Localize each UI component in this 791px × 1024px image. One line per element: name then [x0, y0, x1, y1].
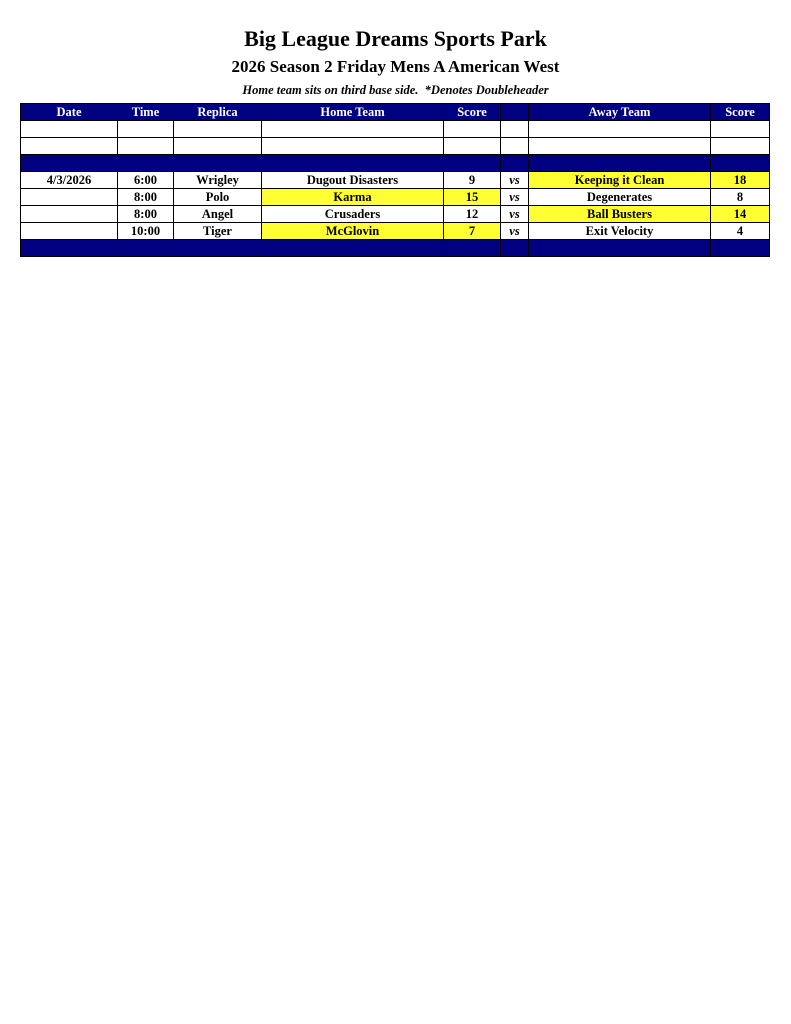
column-header-home-team: Home Team	[262, 104, 444, 121]
empty-cell	[529, 138, 711, 155]
empty-cell	[501, 138, 529, 155]
empty-cell	[118, 138, 174, 155]
empty-row	[21, 138, 770, 155]
schedule-table	[20, 103, 770, 257]
empty-cell	[444, 138, 501, 155]
empty-cell	[711, 121, 770, 138]
divider-cell	[21, 155, 118, 172]
divider-cell	[118, 240, 174, 257]
divider-cell	[501, 155, 529, 172]
date-cell: 4/3/2026	[21, 172, 118, 189]
empty-cell	[21, 138, 118, 155]
divider-cell	[21, 240, 118, 257]
time-cell: 8:00	[118, 206, 174, 223]
away-score-cell: 18	[711, 172, 770, 189]
column-header-date: Date	[21, 104, 118, 121]
replica-cell: Wrigley	[174, 172, 262, 189]
divider-cell	[262, 155, 444, 172]
column-header-away-score: Score	[711, 104, 770, 121]
vs-cell: vs	[501, 206, 529, 223]
divider-cell	[711, 240, 770, 257]
empty-cell	[711, 138, 770, 155]
divider-cell	[529, 240, 711, 257]
table-header-row	[21, 104, 770, 121]
empty-cell	[501, 121, 529, 138]
divider-cell	[529, 155, 711, 172]
vs-cell: vs	[501, 223, 529, 240]
column-header-vs	[501, 104, 529, 121]
empty-row	[21, 121, 770, 138]
schedule-note: Home team sits on third base side. *Denotes Doubleheader	[242, 83, 549, 97]
page-subtitle: 2026 Season 2 Friday Mens A American West	[231, 57, 560, 76]
divider-cell	[262, 240, 444, 257]
empty-cell	[21, 121, 118, 138]
away-score-cell: 14	[711, 206, 770, 223]
away-team-cell: Ball Busters	[529, 206, 711, 223]
time-cell: 8:00	[118, 189, 174, 206]
column-header-away-team: Away Team	[529, 104, 711, 121]
home-team-cell: Karma	[262, 189, 444, 206]
empty-cell	[262, 121, 444, 138]
empty-cell	[444, 121, 501, 138]
date-cell	[21, 223, 118, 240]
replica-cell: Tiger	[174, 223, 262, 240]
time-cell: 10:00	[118, 223, 174, 240]
time-cell: 6:00	[118, 172, 174, 189]
away-team-cell: Exit Velocity	[529, 223, 711, 240]
home-score-cell: 15	[444, 189, 501, 206]
replica-cell: Polo	[174, 189, 262, 206]
empty-cell	[262, 138, 444, 155]
divider-cell	[711, 155, 770, 172]
home-team-cell: Dugout Disasters	[262, 172, 444, 189]
page-title: Big League Dreams Sports Park	[244, 26, 547, 51]
divider-cell	[174, 240, 262, 257]
empty-cell	[118, 121, 174, 138]
divider-cell	[444, 155, 501, 172]
empty-cell	[174, 121, 262, 138]
column-header-replica: Replica	[174, 104, 262, 121]
column-header-time: Time	[118, 104, 174, 121]
divider-cell	[444, 240, 501, 257]
home-score-cell: 9	[444, 172, 501, 189]
empty-cell	[174, 138, 262, 155]
table-row	[21, 206, 770, 223]
divider-cell	[501, 240, 529, 257]
away-team-cell: Keeping it Clean	[529, 172, 711, 189]
away-score-cell: 8	[711, 189, 770, 206]
vs-cell: vs	[501, 172, 529, 189]
replica-cell: Angel	[174, 206, 262, 223]
table-row	[21, 223, 770, 240]
empty-cell	[529, 121, 711, 138]
divider-row	[21, 240, 770, 257]
home-team-cell: Crusaders	[262, 206, 444, 223]
table-row	[21, 172, 770, 189]
divider-cell	[174, 155, 262, 172]
date-cell	[21, 206, 118, 223]
vs-cell: vs	[501, 189, 529, 206]
home-score-cell: 7	[444, 223, 501, 240]
column-header-home-score: Score	[444, 104, 501, 121]
divider-row	[21, 155, 770, 172]
away-team-cell: Degenerates	[529, 189, 711, 206]
home-team-cell: McGlovin	[262, 223, 444, 240]
table-row	[21, 189, 770, 206]
away-score-cell: 4	[711, 223, 770, 240]
home-score-cell: 12	[444, 206, 501, 223]
date-cell	[21, 189, 118, 206]
divider-cell	[118, 155, 174, 172]
